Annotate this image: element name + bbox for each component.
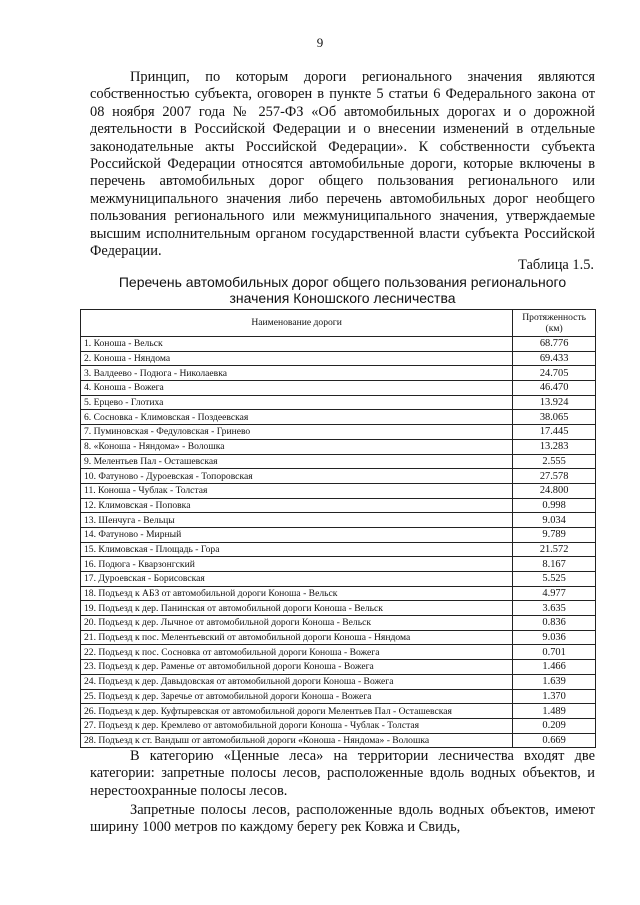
road-length-cell: 1.466 bbox=[513, 660, 596, 675]
table-row bbox=[81, 704, 596, 719]
road-length-cell: 17.445 bbox=[513, 425, 596, 440]
road-name-cell: 7. Пуминовская - Федуловская - Гринево bbox=[81, 425, 513, 440]
road-name-cell: 17. Дуроевская - Борисовская bbox=[81, 572, 513, 587]
table-row bbox=[81, 674, 596, 689]
road-length-cell: 24.800 bbox=[513, 483, 596, 498]
road-name-cell: 9. Мелентьев Пал - Осташевская bbox=[81, 454, 513, 469]
table-row bbox=[81, 586, 596, 601]
road-length-cell: 0.998 bbox=[513, 498, 596, 513]
road-length-cell: 0.209 bbox=[513, 718, 596, 733]
road-name-cell: 23. Подъезд к дер. Раменье от автомобильной дороги Коноша - Вожега bbox=[81, 660, 513, 675]
road-name-cell: 25. Подъезд к дер. Заречье от автомобильной дороги Коноша - Вожега bbox=[81, 689, 513, 704]
road-length-cell: 46.470 bbox=[513, 381, 596, 396]
table-row bbox=[81, 733, 596, 748]
road-length-cell: 2.555 bbox=[513, 454, 596, 469]
road-length-cell: 24.705 bbox=[513, 366, 596, 381]
table-header-row bbox=[81, 310, 596, 337]
road-name-cell: 6. Сосновка - Климовская - Поздеевская bbox=[81, 410, 513, 425]
intro-paragraph: Принцип, по которым дороги регионального значения являются собственностью субъекта, оговорен в пункте 5 статьи 6 Федерального закона от 08 ноября 2007 года № 257-ФЗ «Об автомобильных дорогах и о дорожной деятельности в Российской Федерации и о внесении изменений в отдельные законодательные акты Российской Федерации». К собственности субъекта Российской Федерации относятся автомобильные дороги, которые включены в перечень автомобильных дорог общего пользования регионального или межмуниципального значения либо перечень автомобильных дорог необщего пользования регионального или межмуниципального значения, утверждаемые высшим исполнительным органом государственной власти субъекта Российской Федерации. bbox=[90, 69, 595, 260]
table-row bbox=[81, 337, 596, 352]
road-length-cell: 68.776 bbox=[513, 337, 596, 352]
outro-paragraph-2: Запретные полосы лесов, расположенные вдоль водных объектов, имеют ширину 1000 метров по каждому берегу рек Ковжа и Свидь, bbox=[90, 802, 595, 836]
road-name-cell: 4. Коноша - Вожега bbox=[81, 381, 513, 396]
road-length-cell: 3.635 bbox=[513, 601, 596, 616]
table-row bbox=[81, 689, 596, 704]
road-name-cell: 2. Коноша - Няндома bbox=[81, 351, 513, 366]
table-row bbox=[81, 513, 596, 528]
road-name-cell: 26. Подъезд к дер. Куфтыревская от автомобильной дороги Мелентьев Пал - Осташевская bbox=[81, 704, 513, 719]
road-name-cell: 13. Шенчуга - Вельцы bbox=[81, 513, 513, 528]
road-length-cell: 13.283 bbox=[513, 439, 596, 454]
table-row bbox=[81, 557, 596, 572]
roads-table bbox=[80, 309, 596, 748]
road-length-cell: 8.167 bbox=[513, 557, 596, 572]
road-name-cell: 16. Подюга - Кварзонгский bbox=[81, 557, 513, 572]
table-row bbox=[81, 381, 596, 396]
road-name-cell: 18. Подъезд к АБЗ от автомобильной дороги Коноша - Вельск bbox=[81, 586, 513, 601]
road-length-cell: 9.789 bbox=[513, 527, 596, 542]
road-name-cell: 21. Подъезд к пос. Мелентьевский от автомобильной дороги Коноша - Няндома bbox=[81, 630, 513, 645]
table-row bbox=[81, 395, 596, 410]
road-name-cell: 5. Ерцево - Глотиха bbox=[81, 395, 513, 410]
table-title-line-2: значения Коношского лесничества bbox=[229, 290, 456, 306]
page-number: 9 bbox=[316, 35, 324, 50]
outro-paragraph-1: В категорию «Ценные леса» на территории лесничества входят две категории: запретные полосы лесов, расположенные вдоль водных объектов, и нерестоохранные полосы лесов. bbox=[90, 748, 595, 799]
road-length-cell: 0.836 bbox=[513, 616, 596, 631]
road-name-cell: 1. Коноша - Вельск bbox=[81, 337, 513, 352]
table-title-line-1: Перечень автомобильных дорог общего пользования регионального bbox=[118, 274, 567, 290]
table-row bbox=[81, 366, 596, 381]
road-name-cell: 11. Коноша - Чублак - Толстая bbox=[81, 483, 513, 498]
road-length-cell: 0.669 bbox=[513, 733, 596, 748]
road-length-cell: 69.433 bbox=[513, 351, 596, 366]
roads-table-body bbox=[81, 337, 596, 748]
road-name-cell: 19. Подъезд к дер. Панинская от автомобильной дороги Коноша - Вельск bbox=[81, 601, 513, 616]
road-name-cell: 20. Подъезд к дер. Лычное от автомобильной дороги Коноша - Вельск bbox=[81, 616, 513, 631]
table-row bbox=[81, 660, 596, 675]
table-label: Таблица 1.5. bbox=[518, 257, 594, 273]
table-row bbox=[81, 439, 596, 454]
table-row bbox=[81, 527, 596, 542]
header-road-name: Наименование дороги bbox=[81, 310, 513, 337]
road-length-cell: 5.525 bbox=[513, 572, 596, 587]
road-length-cell: 9.034 bbox=[513, 513, 596, 528]
road-length-cell: 1.489 bbox=[513, 704, 596, 719]
header-length: Протяженность (км) bbox=[513, 310, 596, 337]
table-row bbox=[81, 410, 596, 425]
table-row bbox=[81, 498, 596, 513]
road-length-cell: 4.977 bbox=[513, 586, 596, 601]
road-name-cell: 12. Климовская - Поповка bbox=[81, 498, 513, 513]
road-length-cell: 27.578 bbox=[513, 469, 596, 484]
table-row bbox=[81, 572, 596, 587]
road-name-cell: 24. Подъезд к дер. Давыдовская от автомобильной дороги Коноша - Вожега bbox=[81, 674, 513, 689]
road-length-cell: 21.572 bbox=[513, 542, 596, 557]
road-name-cell: 22. Подъезд к пос. Сосновка от автомобильной дороги Коноша - Вожега bbox=[81, 645, 513, 660]
road-name-cell: 15. Климовская - Площадь - Гора bbox=[81, 542, 513, 557]
table-row bbox=[81, 616, 596, 631]
road-length-cell: 0.701 bbox=[513, 645, 596, 660]
road-length-cell: 9.036 bbox=[513, 630, 596, 645]
table-row bbox=[81, 542, 596, 557]
road-length-cell: 38.065 bbox=[513, 410, 596, 425]
table-row bbox=[81, 601, 596, 616]
table-title bbox=[90, 274, 595, 306]
table-row bbox=[81, 351, 596, 366]
road-name-cell: 28. Подъезд к ст. Вандыш от автомобильной дороги «Коноша - Няндома» - Волошка bbox=[81, 733, 513, 748]
table-row bbox=[81, 645, 596, 660]
road-name-cell: 14. Фатуново - Мирный bbox=[81, 527, 513, 542]
table-row bbox=[81, 630, 596, 645]
road-length-cell: 1.639 bbox=[513, 674, 596, 689]
road-length-cell: 13.924 bbox=[513, 395, 596, 410]
table-row bbox=[81, 425, 596, 440]
table-row bbox=[81, 469, 596, 484]
table-row bbox=[81, 483, 596, 498]
table-row bbox=[81, 454, 596, 469]
road-name-cell: 10. Фатуново - Дуроевская - Топоровская bbox=[81, 469, 513, 484]
table-row bbox=[81, 718, 596, 733]
road-name-cell: 3. Валдеево - Подюга - Николаевка bbox=[81, 366, 513, 381]
road-name-cell: 8. «Коноша - Няндома» - Волошка bbox=[81, 439, 513, 454]
road-length-cell: 1.370 bbox=[513, 689, 596, 704]
road-name-cell: 27. Подъезд к дер. Кремлево от автомобильной дороги Коноша - Чублак - Толстая bbox=[81, 718, 513, 733]
